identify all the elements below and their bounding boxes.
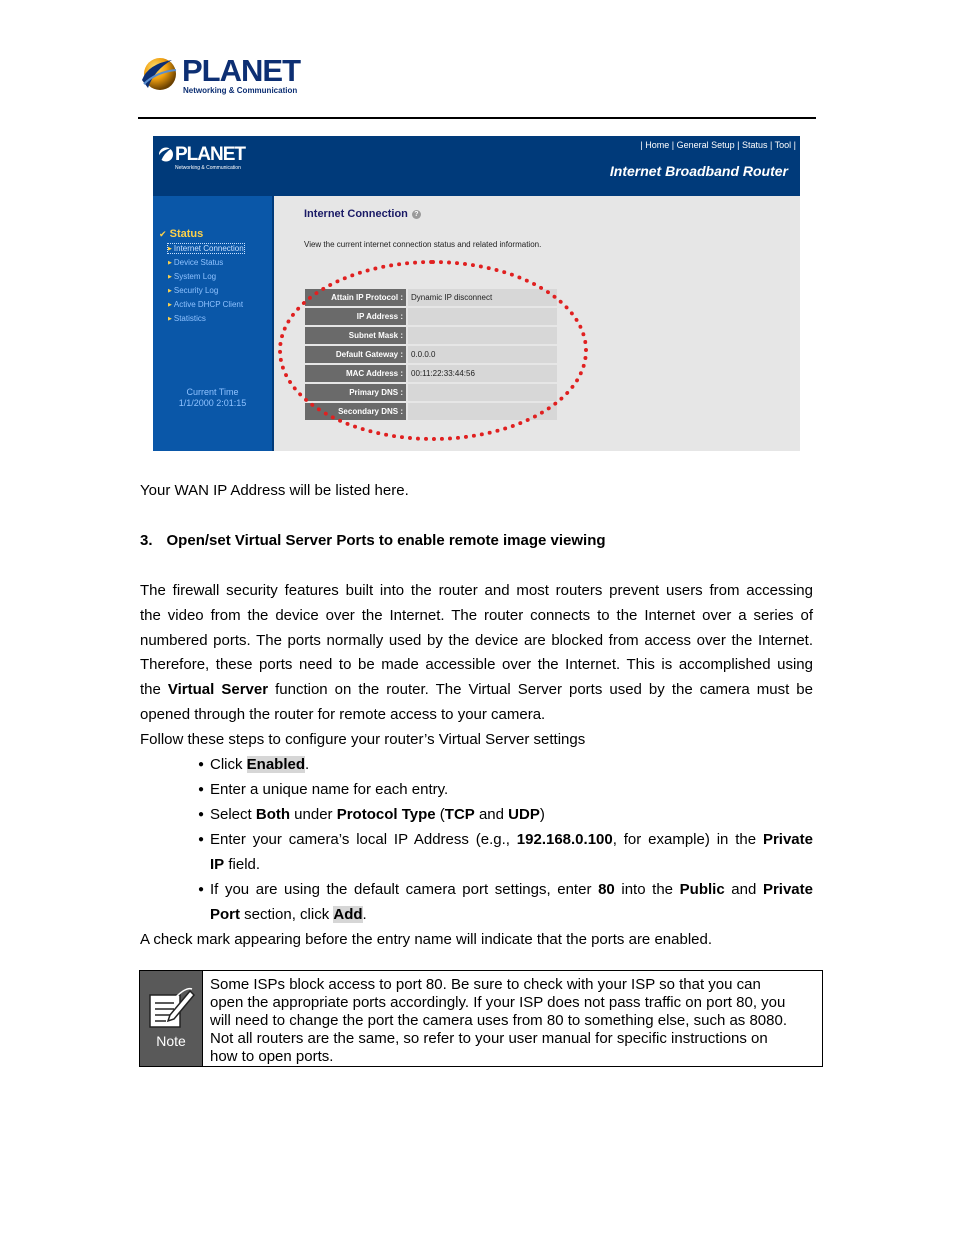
list-item: ● Enter your camera’s local IP Address (e.g., 192.168.0.100, for example) in the Private IP field. [198,831,813,873]
sidebar-item-system-log[interactable]: ▶ System Log [168,272,216,281]
row-label: Subnet Mask : [305,327,406,344]
note-line: Not all routers are the same, so refer to your user manual for specific instructions on [210,1030,768,1047]
note-box [139,970,823,1067]
router-logo [157,144,257,174]
sidebar-item-internet-connection[interactable]: ▶ Internet Connection [168,244,244,253]
row-label: Primary DNS : [305,384,406,401]
sidebar-item-security-log[interactable]: ▶ Security Log [168,286,218,295]
list-item: ● Click Enabled. [198,756,310,773]
row-label: Default Gateway : [305,346,406,363]
list-item: ● If you are using the default camera port settings, enter 80 into the Public and Private Port section, click Add. [198,881,813,923]
globe-icon [157,146,174,163]
section-heading [140,528,813,553]
sidebar-item-active-dhcp-client[interactable]: ▶ Active DHCP Client [168,300,243,309]
router-page-description: View the current internet connection status and related information. [304,240,542,249]
router-header [153,136,800,196]
router-title: Internet Broadband Router [609,163,788,179]
sidebar-item-statistics[interactable]: ▶ Statistics [168,314,206,323]
sidebar-section-status[interactable]: ✔ Status [159,228,204,240]
check-mark-note: A check mark appearing before the entry name will indicate that the ports are enabled. [140,931,712,948]
router-top-nav[interactable]: | Home | General Setup | Status | Tool | [640,140,796,150]
body-line: opened through the router for remote access to your camera. [140,706,546,723]
router-sidebar [153,196,272,451]
row-label: Attain IP Protocol : [305,289,406,306]
row-label: IP Address : [305,308,406,325]
logo-brand: PLANET [182,53,300,88]
router-logo-tagline: Networking & Communication [175,165,241,171]
note-icon-panel [140,971,203,1066]
row-label: Secondary DNS : [305,403,406,420]
list-item: ● Enter a unique name for each entry. [198,781,449,798]
note-text [210,976,816,1066]
wan-ip-caption: Your WAN IP Address will be listed here. [140,482,409,499]
header-divider [138,117,816,119]
body-line: Therefore, these ports need to be made accessible over the Internet. This is accomplished using [140,656,813,673]
logo-tagline: Networking & Communication [183,86,298,95]
highlight-ring [278,260,588,441]
current-time-value: 1/1/2000 2:01:15 [178,398,247,408]
globe-icon [138,54,178,94]
row-label: MAC Address : [305,365,406,382]
router-logo-brand: PLANET [175,144,245,165]
planet-logo [138,52,298,98]
router-screenshot [153,136,800,451]
row-value: 00:11:22:33:44:56 [408,365,557,382]
sidebar-item-device-status[interactable]: ▶ Device Status [168,258,223,267]
note-line: open the appropriate ports accordingly. If your ISP does not pass traffic on port 80, you [210,994,786,1011]
row-value: Dynamic IP disconnect [408,289,557,306]
section-title: Open/set Virtual Server Ports to enable remote image viewing [166,532,606,549]
body-line: the Virtual Server function on the router. The Virtual Server ports used by the camera must be [140,681,813,698]
body-line: numbered ports. The ports normally used by the device are blocked from access over the Internet. [140,632,813,649]
list-item: ● Select Both under Protocol Type (TCP and UDP) [198,806,545,823]
router-page-heading: Internet Connection ? [304,208,421,220]
section-number: 3. [140,532,153,549]
body-line: the video from the device over the Internet. The router connects to the Internet over a series of [140,607,813,624]
steps-intro: Follow these steps to configure your router’s Virtual Server settings [140,731,586,748]
help-icon[interactable]: ? [412,210,421,219]
note-pen-icon [146,985,196,1031]
sidebar-divider [272,196,274,451]
note-line: how to open ports. [210,1048,334,1065]
current-time-label: Current Time [186,387,239,397]
check-icon: ✔ [159,229,167,239]
row-value: 0.0.0.0 [408,346,557,363]
note-label: Note [156,1033,186,1049]
note-line: will need to change the port the camera uses from 80 to something else, such as 8080. [210,1012,788,1029]
note-line: Some ISPs block access to port 80. Be sure to check with your ISP so that you can [210,976,761,993]
body-line: The firewall security features built into the router and most routers prevent users from accessing [140,582,813,599]
